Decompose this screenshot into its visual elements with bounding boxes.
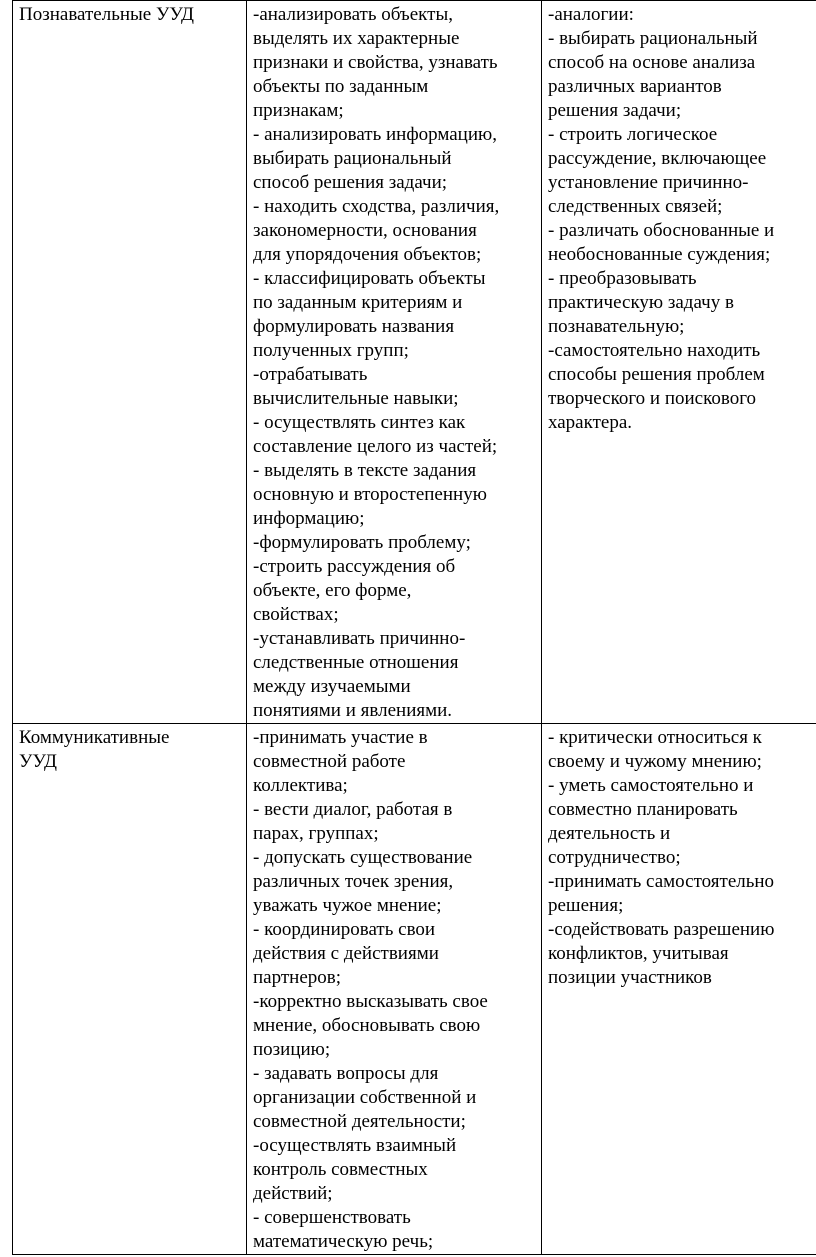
cell-category <box>13 724 247 1255</box>
cell-category <box>13 1 247 724</box>
table-row-communicative <box>13 724 816 1255</box>
text-line: - совершенствовать <box>253 1207 411 1228</box>
text-line: понятиями и явлениями. <box>253 700 453 721</box>
text-line: - вести диалог, работая в <box>253 799 453 820</box>
text-line: партнеров; <box>253 967 342 988</box>
text-line: парах, группах; <box>253 823 379 844</box>
text-line: Познавательные УУД <box>19 4 194 25</box>
text-line: рассуждение, включающее <box>548 148 767 169</box>
text-line: вычислительные навыки; <box>253 388 459 409</box>
text-line: совместной деятельности; <box>253 1111 466 1132</box>
text-line: для упорядочения объектов; <box>253 244 482 265</box>
table-row-cognitive <box>13 1 816 724</box>
text-line: по заданным критериям и <box>253 292 463 313</box>
uud-table <box>12 0 816 1255</box>
text-line: формулировать названия <box>253 316 455 337</box>
text-line: следственные отношения <box>253 652 459 673</box>
text-line: способ на основе анализа <box>548 52 756 73</box>
text-line: - находить сходства, различия, <box>253 196 500 217</box>
text-line: своему и чужому мнению; <box>548 751 762 772</box>
text-line: признаки и свойства, узнавать <box>253 52 498 73</box>
text-line: - критически относиться к <box>548 727 762 748</box>
text-line: - строить логическое <box>548 124 718 145</box>
text-line: - выделять в тексте задания <box>253 460 477 481</box>
text-line: -корректно высказывать свое <box>253 991 488 1012</box>
text-line: установление причинно- <box>548 172 749 193</box>
text-line: основную и второстепенную <box>253 484 487 505</box>
text-line: коллектива; <box>253 775 348 796</box>
text-line: - координировать свои <box>253 919 436 940</box>
text-line: действий; <box>253 1183 333 1204</box>
text-line: способ решения задачи; <box>253 172 448 193</box>
text-line: - различать обоснованные и <box>548 220 775 241</box>
text-line: деятельность и <box>548 823 671 844</box>
text-line: между изучаемыми <box>253 676 411 697</box>
text-line: - уметь самостоятельно и <box>548 775 754 796</box>
text-line: конфликтов, учитывая <box>548 943 729 964</box>
text-line: - преобразовывать <box>548 268 697 289</box>
text-line: различных точек зрения, <box>253 871 454 892</box>
cell-skills <box>247 724 542 1255</box>
text-line: совместной работе <box>253 751 406 772</box>
text-line: позиции участников <box>548 967 712 988</box>
text-line: способы решения проблем <box>548 364 765 385</box>
cell-skills <box>247 1 542 724</box>
text-line: сотрудничество; <box>548 847 681 868</box>
text-line: -осуществлять взаимный <box>253 1135 457 1156</box>
text-line: необоснованные суждения; <box>548 244 771 265</box>
text-line: -устанавливать причинно- <box>253 628 466 649</box>
text-line: - анализировать информацию, <box>253 124 497 145</box>
text-line: математическую речь; <box>253 1231 434 1252</box>
text-line: действия с действиями <box>253 943 439 964</box>
text-line: решения задачи; <box>548 100 682 121</box>
text-line: Коммуникативные <box>19 727 170 748</box>
text-line: познавательную; <box>548 316 685 337</box>
text-line: - допускать существование <box>253 847 473 868</box>
text-line: организации собственной и <box>253 1087 477 1108</box>
cell-skills-extended <box>542 1 816 724</box>
text-line: творческого и поискового <box>548 388 757 409</box>
text-line: контроль совместных <box>253 1159 428 1180</box>
text-line: - осуществлять синтез как <box>253 412 466 433</box>
text-line: различных вариантов <box>548 76 722 97</box>
text-line: полученных групп; <box>253 340 409 361</box>
text-line: характера. <box>548 412 633 433</box>
text-line: выбирать рациональный <box>253 148 452 169</box>
text-line: объекте, его форме, <box>253 580 412 601</box>
text-line: позицию; <box>253 1039 331 1060</box>
text-line: признакам; <box>253 100 344 121</box>
text-line: -самостоятельно находить <box>548 340 761 361</box>
text-line: информацию; <box>253 508 365 529</box>
text-line: -аналогии: <box>548 4 634 25</box>
text-line: УУД <box>19 751 57 772</box>
text-line: закономерности, основания <box>253 220 477 241</box>
text-line: свойствах; <box>253 604 339 625</box>
text-line: - классифицировать объекты <box>253 268 486 289</box>
text-line: - задавать вопросы для <box>253 1063 439 1084</box>
text-line: решения; <box>548 895 624 916</box>
text-line: совместно планировать <box>548 799 738 820</box>
text-line: -отрабатывать <box>253 364 368 385</box>
text-line: мнение, обосновывать свою <box>253 1015 481 1036</box>
text-line: выделять их характерные <box>253 28 460 49</box>
text-line: объекты по заданным <box>253 76 429 97</box>
text-line: составление целого из частей; <box>253 436 498 457</box>
cell-skills-extended <box>542 724 816 1255</box>
text-line: -строить рассуждения об <box>253 556 456 577</box>
text-line: -анализировать объекты, <box>253 4 453 25</box>
text-line: -принимать самостоятельно <box>548 871 775 892</box>
text-line: -содействовать разрешению <box>548 919 775 940</box>
text-line: - выбирать рациональный <box>548 28 758 49</box>
text-line: -формулировать проблему; <box>253 532 471 553</box>
text-line: практическую задачу в <box>548 292 734 313</box>
text-line: следственных связей; <box>548 196 723 217</box>
text-line: -принимать участие в <box>253 727 428 748</box>
text-line: уважать чужое мнение; <box>253 895 442 916</box>
